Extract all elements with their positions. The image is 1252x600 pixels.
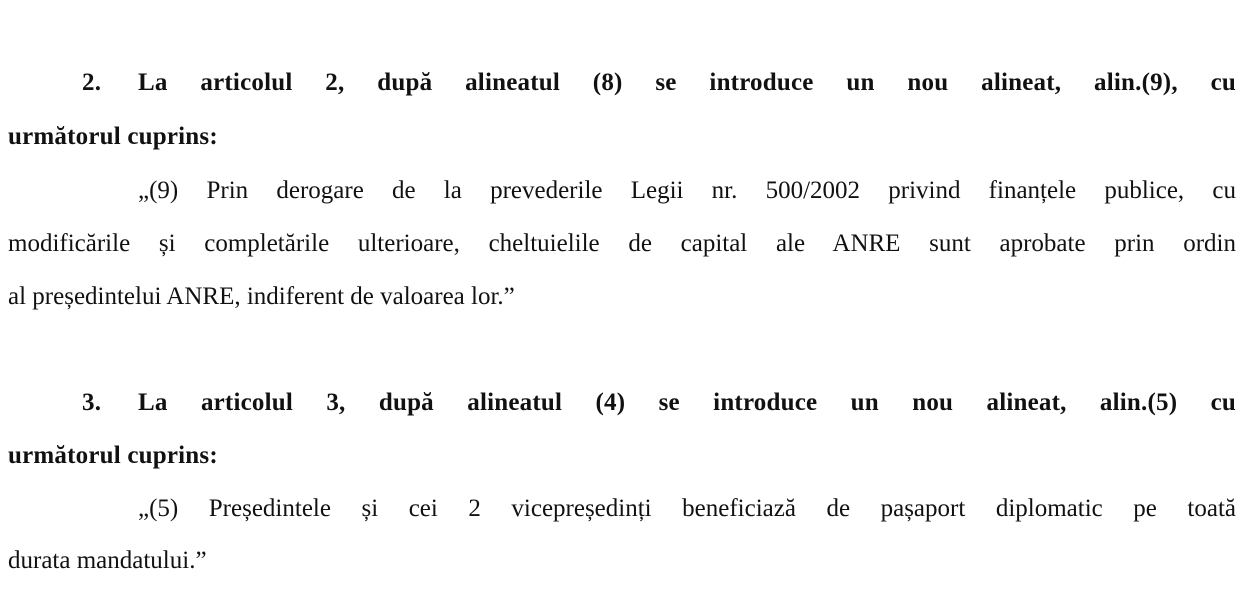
section-2-heading-line-1 <box>82 68 1236 98</box>
section-3-heading-text: La articolul 3, după alineatul (4) se introduce un nou alineat, alin.(5) cu <box>138 389 1236 416</box>
section-3-number: 3. <box>82 389 102 416</box>
section-2-body-line-2: modificările și completările ulterioare, cheltuielile de capital ale ANRE sunt aprobate prin ordin <box>8 230 1236 257</box>
section-2-heading-line-2: următorul cuprins: <box>8 123 218 150</box>
section-2-body-line-3: al președintelui ANRE, indiferent de valoarea lor.” <box>8 283 515 310</box>
section-3-heading-line-2: următorul cuprins: <box>8 442 218 469</box>
section-2-body-line-1: „(9) Prin derogare de la prevederile Legii nr. 500/2002 privind finanțele publice, cu <box>138 177 1236 204</box>
section-3-heading-line-1 <box>82 388 1236 418</box>
section-2-heading-text: La articolul 2, după alineatul (8) se introduce un nou alineat, alin.(9), cu <box>138 69 1236 96</box>
section-2-number: 2. <box>82 69 102 96</box>
section-3-body-line-2: durata mandatului.” <box>8 547 207 574</box>
section-3-body-line-1: „(5) Președintele și cei 2 vicepreședinți beneficiază de pașaport diplomatic pe toată <box>138 495 1236 522</box>
